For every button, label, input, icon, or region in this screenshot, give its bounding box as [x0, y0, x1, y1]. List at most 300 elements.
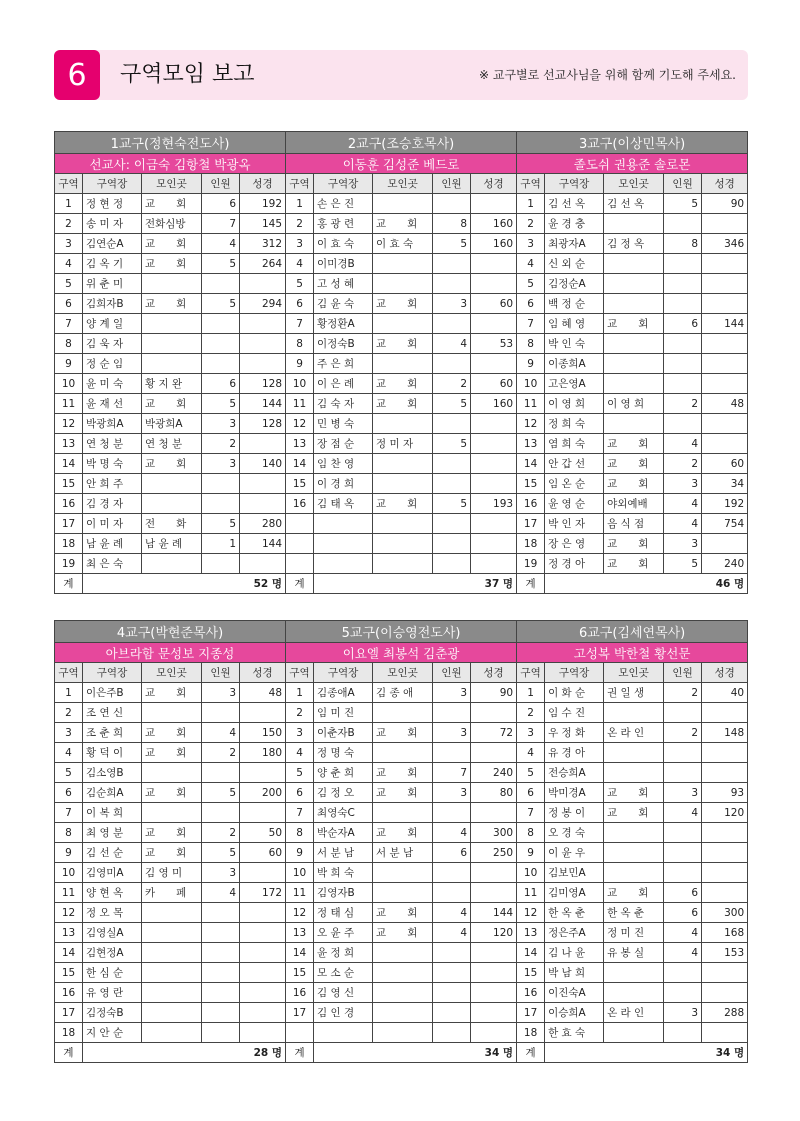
table-cell: 294	[240, 294, 286, 314]
table-cell	[202, 983, 240, 1003]
column-header: 인원	[664, 174, 702, 194]
table-cell: 오 윤 주	[314, 923, 373, 943]
table-cell	[433, 354, 471, 374]
table-cell: 93	[702, 783, 748, 803]
column-header: 구역장	[83, 174, 142, 194]
table-cell: 240	[702, 554, 748, 574]
table-cell: 2	[664, 723, 702, 743]
table-row	[55, 1003, 748, 1023]
table-cell: 김연순A	[83, 234, 142, 254]
column-header-row	[55, 663, 748, 683]
column-header: 구역	[517, 174, 545, 194]
table-cell	[202, 494, 240, 514]
table-cell	[604, 334, 664, 354]
table-row	[55, 803, 748, 823]
table-cell	[664, 743, 702, 763]
district-name: 2교구(조승호목사)	[286, 132, 517, 154]
table-cell: 박순자A	[314, 823, 373, 843]
table-cell	[286, 514, 314, 534]
table-cell	[314, 514, 373, 534]
table-cell: 교 회	[142, 723, 202, 743]
table-cell: 48	[240, 683, 286, 703]
table-cell	[240, 863, 286, 883]
table-cell: 윤 영 순	[545, 494, 604, 514]
table-cell	[471, 354, 517, 374]
table-cell	[702, 823, 748, 843]
table-cell: 김소영B	[83, 763, 142, 783]
table-cell	[471, 434, 517, 454]
missionary-names: 이동훈 김성준 베드로	[286, 154, 517, 174]
table-cell: 김영미A	[83, 863, 142, 883]
table-cell: 김현정A	[83, 943, 142, 963]
table-cell: 연 청 분	[142, 434, 202, 454]
table-cell	[240, 494, 286, 514]
table-cell	[702, 843, 748, 863]
table-cell: 염 희 숙	[545, 434, 604, 454]
table-cell: 3	[433, 783, 471, 803]
table-cell: 8	[517, 334, 545, 354]
table-cell: 교 회	[373, 903, 433, 923]
table-cell: 80	[471, 783, 517, 803]
table-cell: 192	[240, 194, 286, 214]
table-row	[55, 863, 748, 883]
table-row	[55, 943, 748, 963]
table-cell	[664, 963, 702, 983]
table-cell: 6	[664, 314, 702, 334]
table-cell	[433, 963, 471, 983]
table-cell	[142, 1003, 202, 1023]
table-cell	[664, 843, 702, 863]
table-row	[55, 1023, 748, 1043]
table-cell	[286, 1023, 314, 1043]
table-cell: 양 현 옥	[83, 883, 142, 903]
table-cell: 9	[55, 843, 83, 863]
table-cell	[433, 863, 471, 883]
table-cell: 10	[517, 374, 545, 394]
table-cell: 5	[433, 434, 471, 454]
table-cell: 안 갑 선	[545, 454, 604, 474]
table-cell: 2	[202, 823, 240, 843]
table-cell: 10	[55, 374, 83, 394]
table-cell	[202, 1003, 240, 1023]
table-row	[55, 554, 748, 574]
table-cell	[433, 943, 471, 963]
column-header: 구역	[55, 663, 83, 683]
table-cell: 김종애A	[314, 683, 373, 703]
column-header-row	[55, 174, 748, 194]
table-cell: 정 현 정	[83, 194, 142, 214]
table-cell	[604, 354, 664, 374]
table-cell: 온 라 인	[604, 1003, 664, 1023]
table-cell: 145	[240, 214, 286, 234]
table-cell: 17	[55, 514, 83, 534]
table-cell: 양 춘 희	[314, 763, 373, 783]
table-cell: 8	[517, 823, 545, 843]
table-cell	[702, 983, 748, 1003]
table-cell: 264	[240, 254, 286, 274]
table-cell	[433, 1023, 471, 1043]
table-row	[55, 703, 748, 723]
table-row	[55, 434, 748, 454]
table-row	[55, 274, 748, 294]
table-cell: 백 정 순	[545, 294, 604, 314]
table-cell: 10	[55, 863, 83, 883]
table-cell: 160	[471, 394, 517, 414]
table-cell	[702, 334, 748, 354]
table-cell: 모 소 순	[314, 963, 373, 983]
table-cell	[664, 274, 702, 294]
table-cell: 1	[202, 534, 240, 554]
table-row	[55, 194, 748, 214]
table-cell: 전승희A	[545, 763, 604, 783]
table-cell	[433, 983, 471, 1003]
table-cell: 조 연 신	[83, 703, 142, 723]
table-cell	[373, 274, 433, 294]
column-header: 구역	[286, 174, 314, 194]
table-cell: 교 회	[373, 723, 433, 743]
table-cell: 정 순 임	[83, 354, 142, 374]
table-cell: 153	[702, 943, 748, 963]
table-cell: 8	[55, 823, 83, 843]
table-cell: 교 회	[373, 494, 433, 514]
table-cell: 손 은 진	[314, 194, 373, 214]
table-cell: 17	[517, 514, 545, 534]
table-cell: 교 회	[142, 454, 202, 474]
table-cell	[433, 1003, 471, 1023]
table-cell: 7	[55, 803, 83, 823]
column-header: 구역장	[545, 174, 604, 194]
table-cell	[604, 414, 664, 434]
table-cell: 48	[702, 394, 748, 414]
table-cell: 6	[286, 294, 314, 314]
table-cell: 교 회	[142, 254, 202, 274]
table-cell: 김정순A	[545, 274, 604, 294]
table-cell: 김 인 경	[314, 1003, 373, 1023]
table-cell	[142, 803, 202, 823]
table-cell	[314, 534, 373, 554]
missionary-names: 이요엘 최봉석 김춘광	[286, 643, 517, 663]
table-cell	[142, 963, 202, 983]
table-cell: 3	[664, 534, 702, 554]
table-cell: 14	[517, 943, 545, 963]
table-row	[55, 474, 748, 494]
table-cell: 정 오 목	[83, 903, 142, 923]
table-cell: 12	[517, 903, 545, 923]
table-cell	[373, 863, 433, 883]
table-cell	[471, 454, 517, 474]
table-cell: 53	[471, 334, 517, 354]
table-cell: 이 복 희	[83, 803, 142, 823]
table-cell: 황정환A	[314, 314, 373, 334]
table-cell: 19	[517, 554, 545, 574]
table-cell: 5	[517, 763, 545, 783]
table-row	[55, 963, 748, 983]
table-cell: 교 회	[604, 803, 664, 823]
table-cell: 김영자B	[314, 883, 373, 903]
column-header: 성경	[702, 174, 748, 194]
table-cell	[202, 314, 240, 334]
table-cell: 김 옥 기	[83, 254, 142, 274]
table-cell: 14	[55, 454, 83, 474]
table-cell: 연 청 분	[83, 434, 142, 454]
table-cell: 4	[433, 923, 471, 943]
table-cell	[604, 863, 664, 883]
table-cell: 7	[55, 314, 83, 334]
table-cell	[373, 194, 433, 214]
table-cell	[604, 254, 664, 274]
table-cell: 교 회	[373, 394, 433, 414]
table-cell	[433, 534, 471, 554]
table-row	[55, 903, 748, 923]
table-cell: 김 선 순	[83, 843, 142, 863]
table-cell: 김 선 옥	[604, 194, 664, 214]
missionary-names: 아브라함 문성보 지종성	[55, 643, 286, 663]
table-row	[55, 823, 748, 843]
table-cell	[433, 803, 471, 823]
table-cell: 3	[202, 863, 240, 883]
section-number-badge: 6	[54, 50, 100, 100]
table-row	[55, 254, 748, 274]
table-cell: 5	[202, 254, 240, 274]
district-name: 1교구(정현숙전도사)	[55, 132, 286, 154]
table-cell	[471, 254, 517, 274]
table-cell	[471, 554, 517, 574]
table-cell: 12	[517, 414, 545, 434]
table-row	[55, 514, 748, 534]
table-cell	[142, 703, 202, 723]
table-cell: 김영실A	[83, 923, 142, 943]
table-cell	[142, 354, 202, 374]
table-cell	[373, 803, 433, 823]
table-cell	[433, 194, 471, 214]
table-cell: 교 회	[604, 474, 664, 494]
table-cell: 5	[286, 274, 314, 294]
table-cell: 교 회	[604, 554, 664, 574]
table-cell: 5	[202, 843, 240, 863]
table-cell	[202, 1023, 240, 1043]
table-cell: 2	[664, 683, 702, 703]
table-cell: 6	[433, 843, 471, 863]
table-row	[55, 374, 748, 394]
table-cell: 193	[471, 494, 517, 514]
table-cell: 임 혜 영	[545, 314, 604, 334]
table-cell: 4	[55, 743, 83, 763]
table-row	[55, 454, 748, 474]
table-cell: 안 희 주	[83, 474, 142, 494]
table-cell: 6	[202, 374, 240, 394]
table-cell: 정 미 진	[604, 923, 664, 943]
table-cell	[664, 703, 702, 723]
table-cell	[471, 803, 517, 823]
table-cell	[202, 334, 240, 354]
table-cell: 6	[55, 294, 83, 314]
table-cell: 유 경 아	[545, 743, 604, 763]
table-cell: 4	[286, 254, 314, 274]
table-cell: 5	[202, 783, 240, 803]
table-cell: 1	[55, 194, 83, 214]
table-cell	[702, 863, 748, 883]
district-table-top	[54, 131, 748, 594]
table-cell: 8	[433, 214, 471, 234]
table-cell: 4	[433, 903, 471, 923]
district-name: 5교구(이승영전도사)	[286, 621, 517, 643]
table-cell: 14	[517, 454, 545, 474]
table-cell: 3	[55, 723, 83, 743]
table-cell	[702, 743, 748, 763]
table-cell: 13	[286, 923, 314, 943]
table-row	[55, 494, 748, 514]
table-cell: 3	[202, 414, 240, 434]
table-cell	[702, 534, 748, 554]
table-cell	[702, 703, 748, 723]
table-cell: 교 회	[142, 683, 202, 703]
table-cell: 11	[55, 394, 83, 414]
table-cell	[373, 554, 433, 574]
table-cell: 144	[240, 534, 286, 554]
table-cell: 6	[517, 294, 545, 314]
table-cell: 144	[471, 903, 517, 923]
table-cell	[142, 474, 202, 494]
table-cell: 4	[517, 743, 545, 763]
table-cell: 11	[517, 394, 545, 414]
table-cell	[702, 963, 748, 983]
table-cell: 16	[517, 494, 545, 514]
table-cell	[202, 274, 240, 294]
table-cell	[702, 274, 748, 294]
table-cell: 2	[202, 743, 240, 763]
column-header: 성경	[240, 174, 286, 194]
table-cell: 5	[286, 763, 314, 783]
table-cell: 120	[471, 923, 517, 943]
table-cell: 임 찬 영	[314, 454, 373, 474]
table-cell: 민 병 숙	[314, 414, 373, 434]
table-cell: 4	[664, 514, 702, 534]
table-cell: 이 효 숙	[314, 234, 373, 254]
total-row	[55, 574, 748, 594]
table-cell: 황 덕 이	[83, 743, 142, 763]
table-cell: 1	[55, 683, 83, 703]
table-cell: 이 영 희	[604, 394, 664, 414]
table-cell: 김정숙B	[83, 1003, 142, 1023]
table-cell: 김 숙 자	[314, 394, 373, 414]
table-cell: 유 영 란	[83, 983, 142, 1003]
table-cell	[471, 743, 517, 763]
table-cell: 10	[286, 374, 314, 394]
table-cell	[286, 554, 314, 574]
table-row	[55, 334, 748, 354]
table-cell: 16	[55, 983, 83, 1003]
table-cell	[240, 763, 286, 783]
table-cell	[664, 823, 702, 843]
table-cell: 고은영A	[545, 374, 604, 394]
table-cell: 주 은 희	[314, 354, 373, 374]
table-cell: 김보민A	[545, 863, 604, 883]
table-cell: 카 페	[142, 883, 202, 903]
table-cell: 교 회	[142, 194, 202, 214]
table-cell: 교 회	[604, 314, 664, 334]
table-cell: 3	[664, 1003, 702, 1023]
missionary-row	[55, 643, 748, 663]
table-cell	[471, 534, 517, 554]
table-cell: 교 회	[373, 923, 433, 943]
table-cell: 5	[55, 274, 83, 294]
table-cell	[373, 743, 433, 763]
table-cell	[604, 294, 664, 314]
table-cell: 10	[286, 863, 314, 883]
table-cell: 정 봉 이	[545, 803, 604, 823]
table-cell: 3	[202, 454, 240, 474]
table-cell	[604, 274, 664, 294]
table-cell: 12	[286, 414, 314, 434]
table-cell: 조 춘 희	[83, 723, 142, 743]
table-cell: 임 온 순	[545, 474, 604, 494]
table-cell	[471, 983, 517, 1003]
table-cell: 최영숙C	[314, 803, 373, 823]
missionary-names: 고성복 박한철 황선문	[517, 643, 748, 663]
table-cell: 이 윤 우	[545, 843, 604, 863]
missionary-names: 선교사: 이금숙 김항철 박광옥	[55, 154, 286, 174]
table-cell: 교 회	[142, 394, 202, 414]
table-cell: 4	[664, 943, 702, 963]
table-cell	[240, 434, 286, 454]
column-header: 모인곳	[142, 663, 202, 683]
total-label: 계	[517, 1043, 545, 1063]
table-cell	[604, 374, 664, 394]
table-cell: 6	[664, 903, 702, 923]
table-cell: 서 분 남	[373, 843, 433, 863]
table-cell: 11	[286, 883, 314, 903]
table-cell: 16	[286, 983, 314, 1003]
table-cell: 5	[55, 763, 83, 783]
table-cell: 교 회	[373, 763, 433, 783]
table-cell	[664, 214, 702, 234]
table-cell: 150	[240, 723, 286, 743]
table-cell: 250	[471, 843, 517, 863]
column-header: 구역	[517, 663, 545, 683]
table-cell	[433, 743, 471, 763]
table-cell: 김 나 윤	[545, 943, 604, 963]
column-header: 성경	[471, 663, 517, 683]
table-cell	[604, 983, 664, 1003]
table-cell: 140	[240, 454, 286, 474]
table-cell	[471, 883, 517, 903]
table-cell	[142, 983, 202, 1003]
table-row	[55, 743, 748, 763]
column-header: 구역장	[314, 174, 373, 194]
table-cell	[142, 1023, 202, 1043]
table-cell: 황 지 완	[142, 374, 202, 394]
table-cell: 16	[517, 983, 545, 1003]
table-cell	[471, 514, 517, 534]
table-cell: 192	[702, 494, 748, 514]
table-cell: 3	[517, 234, 545, 254]
table-cell: 남 윤 례	[83, 534, 142, 554]
table-cell	[664, 1023, 702, 1043]
table-cell: 최 은 숙	[83, 554, 142, 574]
table-cell: 6	[55, 783, 83, 803]
table-cell: 이 은 례	[314, 374, 373, 394]
table-cell	[373, 983, 433, 1003]
table-cell	[433, 883, 471, 903]
table-cell	[202, 943, 240, 963]
table-cell: 5	[202, 514, 240, 534]
table-cell	[202, 354, 240, 374]
table-cell	[202, 474, 240, 494]
table-row	[55, 294, 748, 314]
table-cell: 박광희A	[142, 414, 202, 434]
table-cell: 5	[433, 234, 471, 254]
table-cell: 정 경 아	[545, 554, 604, 574]
